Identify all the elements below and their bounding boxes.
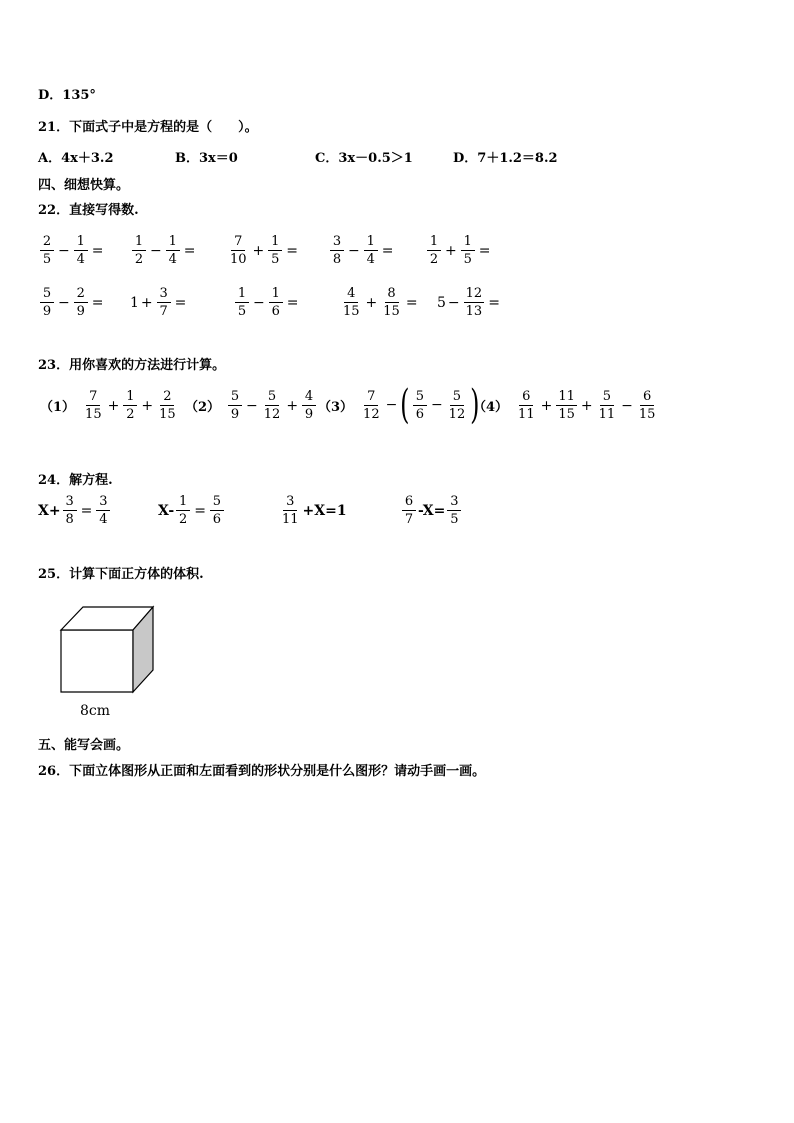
q22-expr-5: $\frac{1}{2}$ + $\frac{1}{5}$ =	[425, 235, 492, 266]
q22-expr-2: $\frac{1}{2}$ − $\frac{1}{4}$ =	[130, 235, 197, 266]
fraction: $\frac{2}{9}$	[74, 287, 88, 318]
question-25: 25．计算下面正方体的体积.	[38, 567, 204, 582]
question-21: 21．下面式子中是方程的是（ ）。	[38, 120, 258, 135]
q23-expr-4: （4） $\frac{6}{11}$ + $\frac{11}{15}$ + $\frac{5}{11}$ − $\frac{6}{15}$	[473, 389, 656, 422]
q21-option-a: A．4x＋3.2	[38, 151, 114, 166]
fraction: $\frac{5}{9}$	[228, 390, 242, 421]
fraction: $\frac{1}{5}$	[461, 235, 475, 266]
fraction: $\frac{5}{11}$	[598, 389, 616, 422]
q22-expr-3: $\frac{7}{10}$ + $\frac{1}{5}$ =	[230, 234, 299, 267]
cube-edge-label: 8cm	[80, 703, 111, 719]
q22-expr-4: $\frac{3}{8}$ − $\frac{1}{4}$ =	[328, 235, 395, 266]
q21-option-b: B．3x＝0	[175, 151, 238, 166]
fraction: $\frac{1}{2}$	[176, 495, 190, 526]
q22-expr-6: $\frac{5}{9}$ − $\frac{2}{9}$ =	[38, 287, 105, 318]
cube-figure	[55, 600, 155, 695]
q21-option-c: C．3x－0.5＞1	[315, 151, 413, 166]
fraction: $\frac{7}{10}$	[230, 234, 247, 267]
q23-expr-3: （3） $\frac{7}{12}$ − ( $\frac{5}{6}$ − $\frac{5}{12}$ )	[318, 382, 480, 428]
fraction: $\frac{5}{12}$	[448, 388, 466, 422]
q24-equation-4: $\frac{6}{7}$ -X= $\frac{3}{5}$	[400, 495, 463, 526]
fraction: $\frac{7}{12}$	[363, 388, 380, 422]
fraction: $\frac{5}{6}$	[210, 495, 224, 526]
fraction: $\frac{8}{15}$	[383, 286, 400, 319]
fraction: $\frac{6}{11}$	[518, 389, 535, 422]
fraction: $\frac{11}{15}$	[558, 389, 575, 422]
left-paren: (	[400, 382, 410, 428]
fraction: $\frac{1}{4}$	[166, 235, 180, 266]
fraction: $\frac{5}{6}$	[413, 390, 427, 421]
q22-expr-7: 1 + $\frac{3}{7}$ =	[130, 286, 187, 319]
fraction: $\frac{1}{2}$	[132, 235, 146, 266]
q21-option-d: D．7＋1.2＝8.2	[453, 151, 558, 166]
q22-expr-8: $\frac{1}{5}$ − $\frac{1}{6}$ =	[233, 287, 300, 318]
question-24: 24．解方程.	[38, 473, 113, 488]
q22-expr-1: $\frac{2}{5}$ − $\frac{1}{4}$ =	[38, 235, 105, 266]
fraction: $\frac{1}{6}$	[269, 287, 283, 318]
fraction: $\frac{4}{9}$	[302, 390, 316, 421]
fraction: $\frac{1}{5}$	[235, 287, 249, 318]
fraction: $\frac{12}{13}$	[465, 286, 483, 319]
fraction: $\frac{3}{11}$	[282, 494, 299, 527]
fraction: $\frac{1}{2}$	[123, 390, 137, 421]
question-26: 26．下面立体图形从正面和左面看到的形状分别是什么图形？请动手画一画。	[38, 764, 486, 779]
q24-equation-2: X- $\frac{1}{2}$ = $\frac{5}{6}$	[158, 495, 226, 526]
option-d-135: D．135°	[38, 88, 96, 103]
fraction: $\frac{1}{2}$	[427, 235, 441, 266]
q22-expr-9: $\frac{4}{15}$ + $\frac{8}{15}$ =	[343, 286, 418, 319]
fraction: $\frac{1}{5}$	[268, 235, 282, 266]
fraction: $\frac{3}{8}$	[330, 235, 344, 266]
fraction: $\frac{3}{7}$	[157, 287, 171, 318]
section-4-heading: 四、细想快算。	[38, 178, 130, 193]
fraction: $\frac{5}{9}$	[40, 287, 54, 318]
q23-expr-1: （1） $\frac{7}{15}$ + $\frac{1}{2}$ + $\frac{2}{15}$	[40, 389, 176, 422]
right-paren: )	[470, 382, 480, 428]
q22-expr-10: 5 − $\frac{12}{13}$ =	[437, 286, 500, 319]
cube-front-face	[61, 630, 133, 692]
fraction: $\frac{2}{15}$	[159, 389, 176, 422]
q23-expr-2: （2） $\frac{5}{9}$ − $\frac{5}{12}$ + $\frac{4}{9}$	[185, 390, 318, 421]
fraction: $\frac{4}{15}$	[343, 286, 360, 319]
fraction: $\frac{1}{4}$	[74, 235, 88, 266]
section-5-heading: 五、能写会画。	[38, 738, 130, 753]
q24-equation-1: X+ $\frac{3}{8}$ = $\frac{3}{4}$	[38, 495, 112, 526]
fraction: $\frac{6}{15}$	[638, 389, 656, 422]
question-23: 23．用你喜欢的方法进行计算。	[38, 358, 226, 373]
fraction: $\frac{3}{8}$	[63, 495, 77, 526]
fraction: $\frac{2}{5}$	[40, 235, 54, 266]
fraction: $\frac{5}{12}$	[263, 389, 281, 422]
fraction: $\frac{7}{15}$	[85, 389, 102, 422]
fraction: $\frac{1}{4}$	[364, 235, 378, 266]
fraction: $\frac{3}{4}$	[96, 495, 110, 526]
question-22: 22．直接写得数.	[38, 203, 139, 218]
q24-equation-3: $\frac{3}{11}$ +X=1	[282, 494, 347, 527]
fraction: $\frac{3}{5}$	[447, 495, 461, 526]
fraction: $\frac{6}{7}$	[402, 495, 416, 526]
